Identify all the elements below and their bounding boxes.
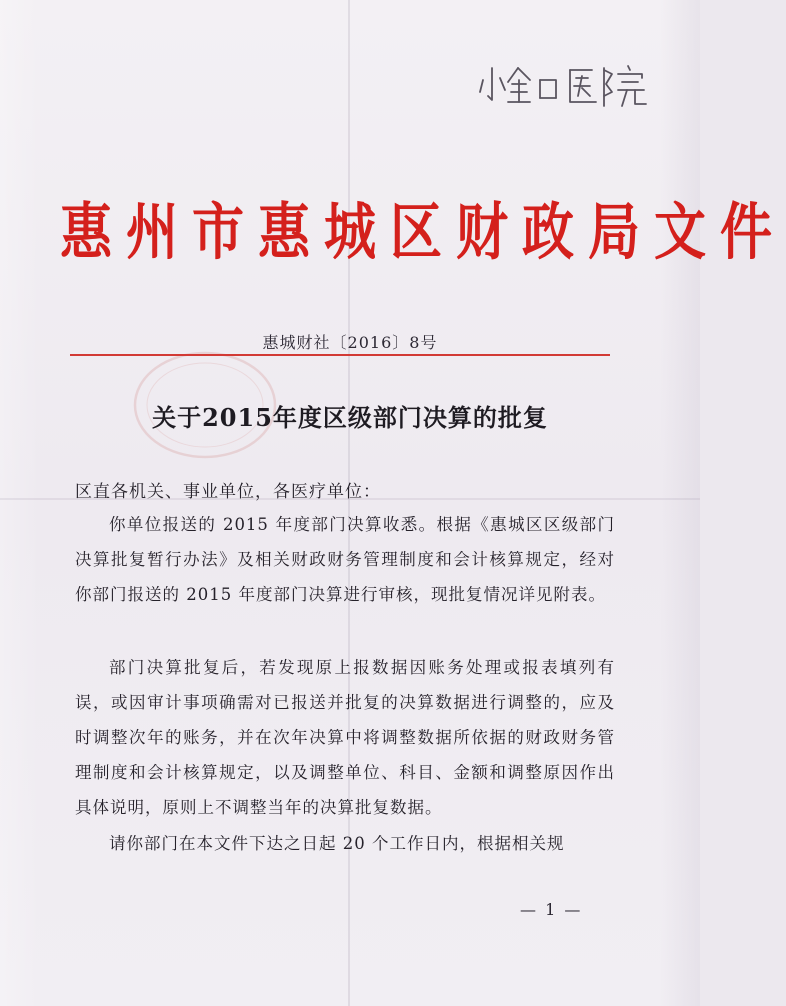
handwritten-note [478,62,658,112]
red-divider-line [70,354,610,356]
page-number: — 1 — [520,900,583,919]
document-subject: 关于2015年度区级部门决算的批复 [152,403,548,432]
body-paragraph: 你单位报送的 2015 年度部门决算收悉。根据《惠城区区级部门决算批复暂行办法》及相关财政财务管理制度和会计核算规定，经对你部门报送的 2015 年度部门决算进行审核，现批复情况详见附表。 [75,515,615,604]
issuing-authority-title: 惠州市惠城区财政局文件 [60,196,786,269]
body-paragraph: 请你部门在本文件下达之日起 20 个工作日内，根据相关规 [109,834,565,853]
document-number: 惠城财社〔2016〕8号 [262,333,438,352]
salutation: 区直各机关、事业单位，各医疗单位： [75,482,381,502]
body-paragraph: 部门决算批复后，若发现原上报数据因账务处理或报表填列有误，或因审计事项确需对已报送并批复的决算数据进行调整的，应及时调整次年的账务，并在次年决算中将调整数据所依据的财政财务管理制度和会计核算规定，以及调整单位、科目、金额和调整原因作出具体说明，原则上不调整当年的决算批复数据。 [75,658,615,817]
